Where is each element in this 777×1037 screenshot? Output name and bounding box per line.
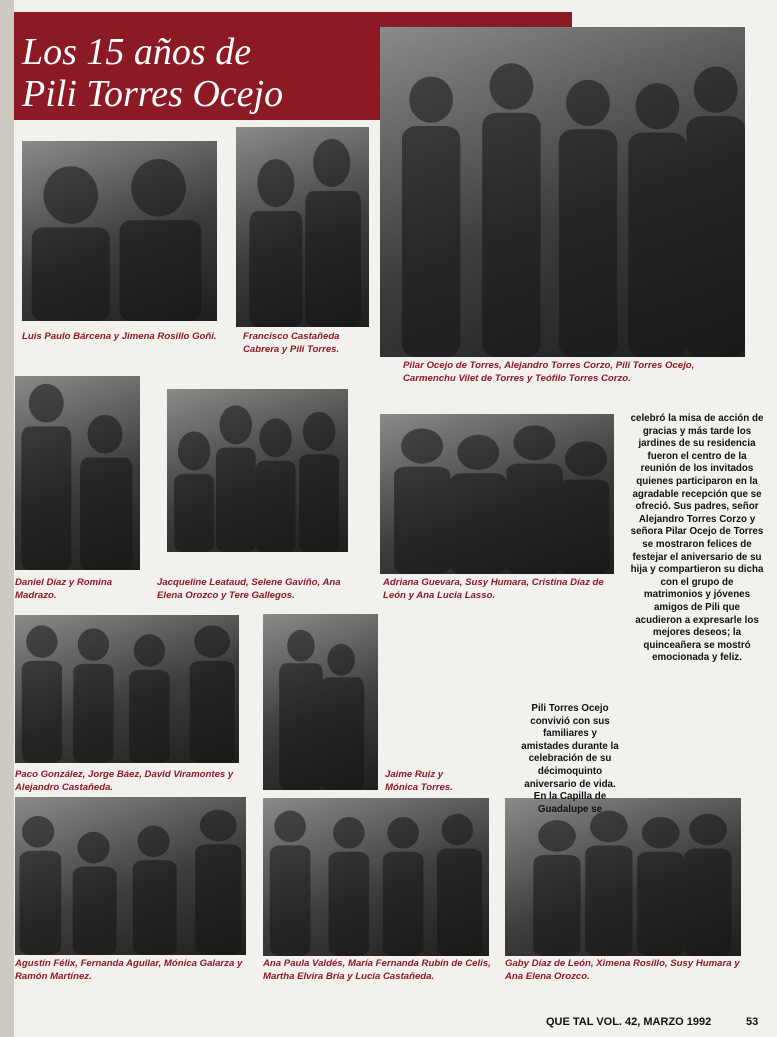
photo-gonzález-group: [15, 615, 239, 763]
caption-gonzález-group: Paco González, Jorge Báez, David Viramontes y Alejandro Castañeda.: [15, 769, 234, 793]
magazine-footer: QUE TAL VOL. 42, MARZO 1992: [546, 1016, 712, 1028]
caption-leataud-group: Jacqueline Leataud, Selene Gaviño, Ana Elena Orozco y Tere Gallegos.: [157, 577, 341, 601]
article-column-1: Pili Torres Ocejo convivió con sus familiares y amistades durante la celebración de su décimoquinto aniversario de vida. En la Capilla de Guadalupe se: [521, 703, 619, 815]
article-column-2: celebró la misa de acción de gracias y más tarde los jardines de su residencia fueron el centro de la reunión de los invitados quienes participaron en la agradable recepción que se ofreció. Sus padres, señor Alejandro Torres Corzo y señora Pilar Ocejo de Torres se mostraron felices de festejar el aniversario de su hija y compartieron su dicha con el grupo de matrimonios y jóvenes amigos de Pili que acudieron a expresarle los mejores deseos; la quinceañera se mostró emocionada y feliz.: [630, 413, 764, 664]
page-number: 53: [746, 1016, 759, 1028]
photo-guevara-group: [380, 414, 614, 574]
page-title-line-1: Los 15 años de: [22, 31, 252, 73]
page-edge-strip: [0, 0, 14, 1037]
caption-díaz-de-león-group: Gaby Díaz de León, Ximena Rosillo, Susy Humara y Ana Elena Orozco.: [505, 958, 740, 982]
caption-díaz-madrazo: Daniel Díaz y Romina Madrazo.: [15, 577, 113, 601]
photo-castañeda-torres: [236, 127, 369, 327]
page-title-line-2: Pili Torres Ocejo: [22, 73, 284, 115]
caption-guevara-group: Adriana Guevara, Susy Humara, Cristina Díaz de León y Ana Lucia Lasso.: [383, 577, 604, 601]
photo-félix-group: [15, 797, 246, 955]
photo-family-group: [380, 27, 745, 357]
photo-valdés-group: [263, 798, 489, 956]
caption-bárcena-rosillo: Luis Paulo Bárcena y Jimena Rosillo Goñi.: [22, 331, 217, 342]
photo-ruiz-torres: [263, 614, 378, 790]
caption-castañeda-torres: Francisco Castañeda Cabrera y Pili Torres.: [243, 331, 340, 355]
photo-bárcena-rosillo: [22, 141, 217, 321]
caption-family-group: Pilar Ocejo de Torres, Alejandro Torres Corzo, Pili Torres Ocejo, Carmenchu Vilet de Torres y Teófilo Torres Corzo.: [403, 360, 695, 384]
caption-félix-group: Agustín Félix, Fernanda Aguilar, Mónica Galarza y Ramón Martínez.: [15, 958, 243, 982]
caption-valdés-group: Ana Paula Valdés, María Fernanda Rubín de Celis, Martha Elvira Bría y Lucía Castañeda.: [263, 958, 491, 982]
photo-díaz-de-león-group: [505, 798, 741, 956]
photo-leataud-group: [167, 389, 348, 552]
caption-ruiz-torres: Jaime Ruiz y Mónica Torres.: [385, 769, 453, 793]
photo-díaz-madrazo: [15, 376, 140, 570]
